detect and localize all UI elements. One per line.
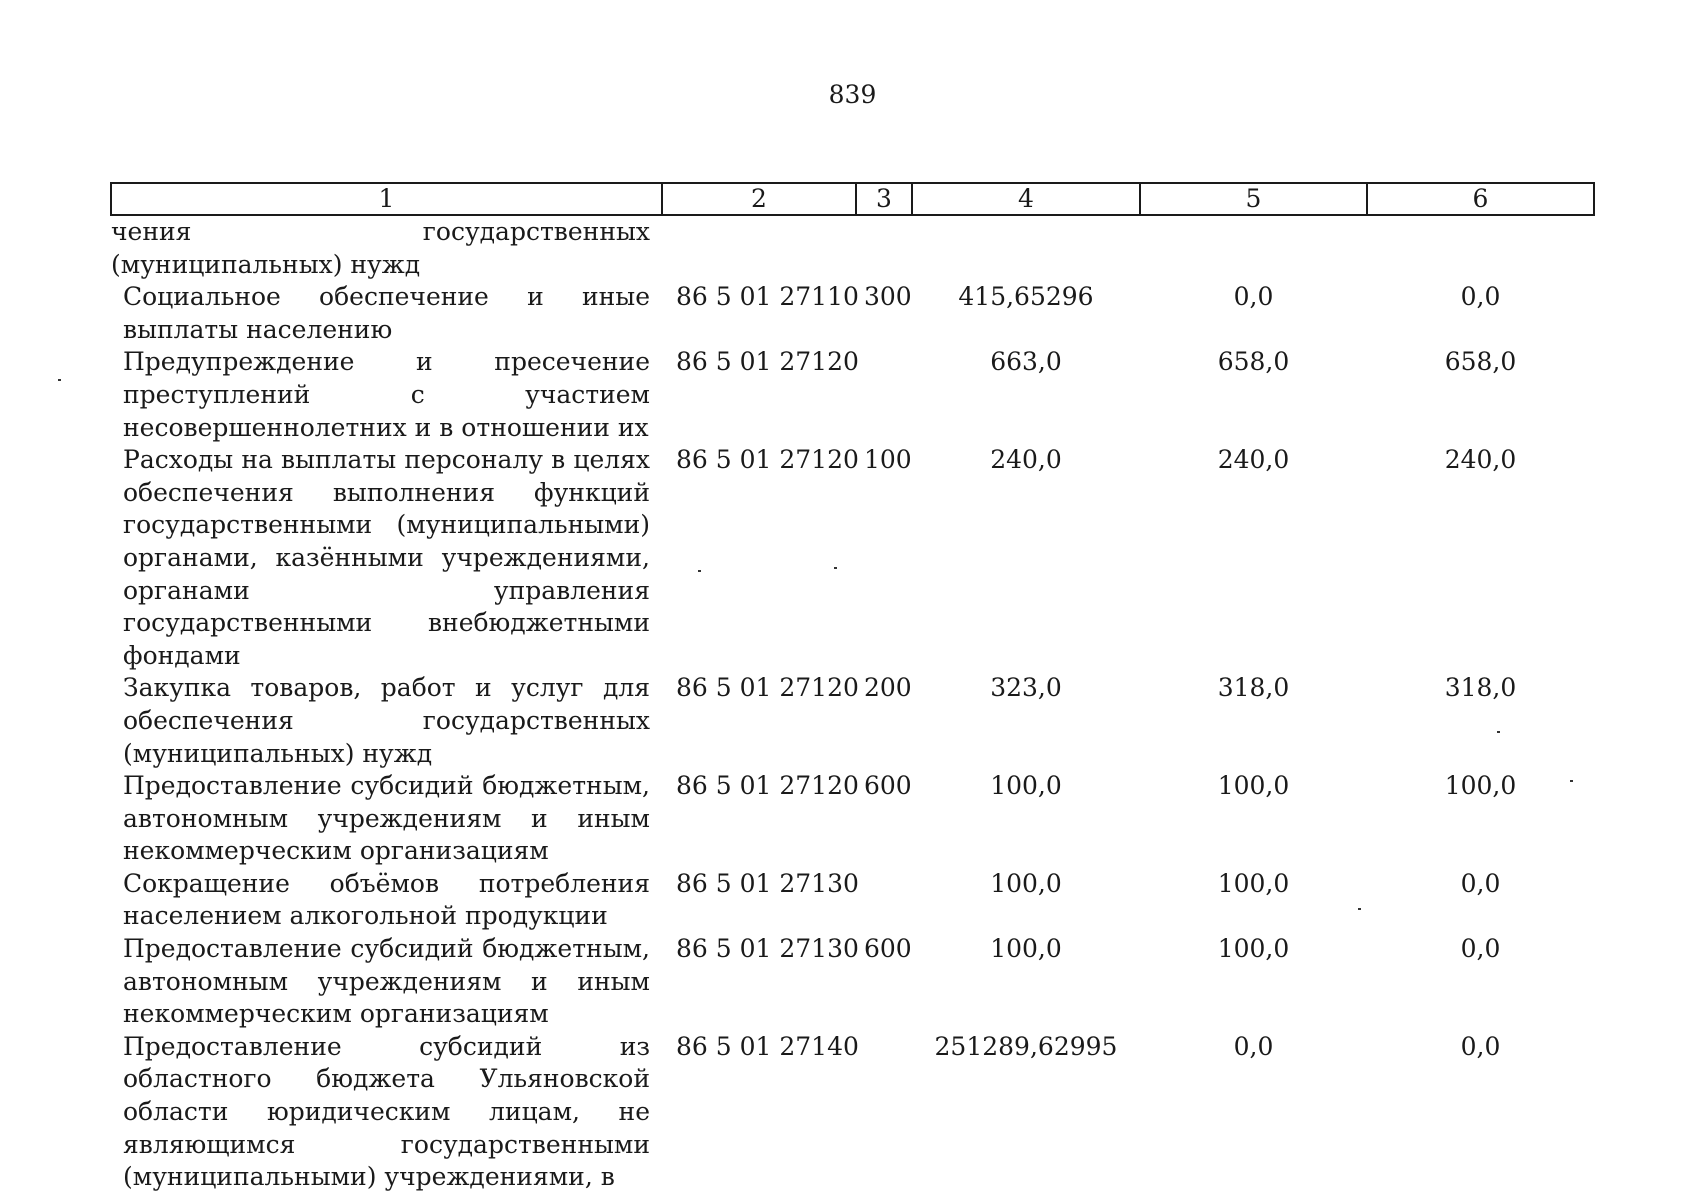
row-code: 86 5 01 27140 bbox=[676, 1031, 859, 1061]
row-name: Предупреждение и пресечение преступлений с участием несовершеннолетних и в отношении их bbox=[123, 347, 650, 442]
row-expense-type bbox=[856, 346, 912, 444]
row-expense-type: 600 bbox=[864, 934, 912, 964]
header-col-1: 1 bbox=[111, 183, 662, 215]
header-col-3: 3 bbox=[856, 183, 912, 215]
row-expense-type bbox=[856, 868, 912, 933]
row-code: 86 5 01 27120 bbox=[676, 347, 859, 377]
row-name: Предоставление субсидий бюджетным, автономным учреждениям и иным некоммерческим организациям bbox=[123, 934, 650, 1029]
row-expense-type bbox=[856, 215, 912, 281]
table-row bbox=[111, 346, 1594, 444]
table-row bbox=[111, 1031, 1594, 1194]
scan-speck bbox=[834, 567, 837, 569]
row-value-col5 bbox=[1140, 215, 1367, 281]
header-col-6: 6 bbox=[1367, 183, 1594, 215]
scan-speck bbox=[1358, 908, 1361, 910]
row-value-col4: 100,0 bbox=[990, 868, 1062, 898]
row-value-col4: 663,0 bbox=[990, 347, 1062, 377]
row-expense-type: 300 bbox=[864, 282, 912, 312]
scan-speck bbox=[1497, 731, 1500, 733]
table-header bbox=[111, 183, 1594, 215]
table-row bbox=[111, 215, 1594, 281]
header-col-2: 2 bbox=[662, 183, 856, 215]
row-value-col4: 240,0 bbox=[990, 445, 1062, 475]
row-value-col5: 100,0 bbox=[1217, 868, 1290, 898]
row-value-col4 bbox=[912, 215, 1140, 281]
row-value-col5: 240,0 bbox=[1217, 445, 1290, 475]
row-value-col5: 0,0 bbox=[1233, 282, 1274, 312]
scan-speck bbox=[58, 379, 61, 381]
row-name: Закупка товаров, работ и услуг для обеспечения государственных (муниципальных) нужд bbox=[123, 673, 650, 768]
row-value-col6: 0,0 bbox=[1460, 934, 1501, 964]
row-value-col5: 658,0 bbox=[1217, 347, 1290, 377]
row-value-col6: 240,0 bbox=[1444, 445, 1517, 475]
row-value-col4: 251289,62995 bbox=[934, 1031, 1118, 1061]
row-value-col6: 658,0 bbox=[1444, 347, 1517, 377]
table-row bbox=[111, 868, 1594, 933]
table-row bbox=[111, 770, 1594, 868]
row-value-col6: 318,0 bbox=[1444, 673, 1517, 703]
header-row bbox=[111, 183, 1594, 215]
row-code: 86 5 01 27120 bbox=[676, 771, 859, 801]
row-code: 86 5 01 27130 bbox=[676, 934, 859, 964]
row-value-col6 bbox=[1367, 215, 1594, 281]
row-code: 86 5 01 27120 bbox=[676, 445, 859, 475]
row-code: 86 5 01 27130 bbox=[676, 868, 859, 898]
row-value-col6: 0,0 bbox=[1460, 282, 1501, 312]
row-name: чения государственных (муниципальных) нужд bbox=[111, 217, 650, 279]
scan-speck bbox=[1570, 780, 1573, 782]
row-expense-type: 600 bbox=[864, 771, 912, 801]
row-value-col4: 100,0 bbox=[990, 771, 1062, 801]
row-name: Предоставление субсидий бюджетным, автономным учреждениям и иным некоммерческим организациям bbox=[123, 771, 650, 866]
table-body bbox=[111, 215, 1594, 1194]
row-name: Расходы на выплаты персоналу в целях обеспечения выполнения функций государственными (муниципальными) органами, казёнными учреждениями, органами управления государственными внебюджетными фондами bbox=[123, 445, 650, 670]
table-row bbox=[111, 281, 1594, 346]
row-expense-type: 200 bbox=[864, 673, 912, 703]
row-name: Предоставление субсидий из областного бюджета Ульяновской области юридическим лицам, не являющимся государственными (муниципальными) учреждениями, в bbox=[123, 1031, 650, 1192]
row-expense-type bbox=[856, 1031, 912, 1194]
page-number: 839 bbox=[828, 80, 877, 109]
row-value-col6: 100,0 bbox=[1444, 771, 1517, 801]
row-value-col5: 318,0 bbox=[1217, 673, 1290, 703]
row-code: 86 5 01 27110 bbox=[676, 282, 859, 312]
header-col-4: 4 bbox=[912, 183, 1140, 215]
table-row bbox=[111, 933, 1594, 1031]
row-value-col6: 0,0 bbox=[1460, 1031, 1501, 1061]
row-name: Социальное обеспечение и иные выплаты населению bbox=[123, 282, 650, 344]
row-code bbox=[662, 215, 856, 281]
row-value-col5: 100,0 bbox=[1217, 934, 1290, 964]
header-col-5: 5 bbox=[1140, 183, 1367, 215]
row-value-col5: 100,0 bbox=[1217, 771, 1290, 801]
table-row bbox=[111, 444, 1594, 672]
scan-speck bbox=[698, 570, 701, 572]
row-value-col4: 415,65296 bbox=[958, 282, 1094, 312]
row-value-col6: 0,0 bbox=[1460, 868, 1501, 898]
row-value-col5: 0,0 bbox=[1233, 1031, 1274, 1061]
table-row bbox=[111, 672, 1594, 770]
row-value-col4: 323,0 bbox=[990, 673, 1062, 703]
row-code: 86 5 01 27120 bbox=[676, 673, 859, 703]
row-value-col4: 100,0 bbox=[990, 934, 1062, 964]
row-expense-type: 100 bbox=[864, 445, 912, 475]
row-name: Сокращение объёмов потребления населением алкогольной продукции bbox=[123, 868, 650, 931]
budget-table bbox=[110, 182, 1595, 1194]
